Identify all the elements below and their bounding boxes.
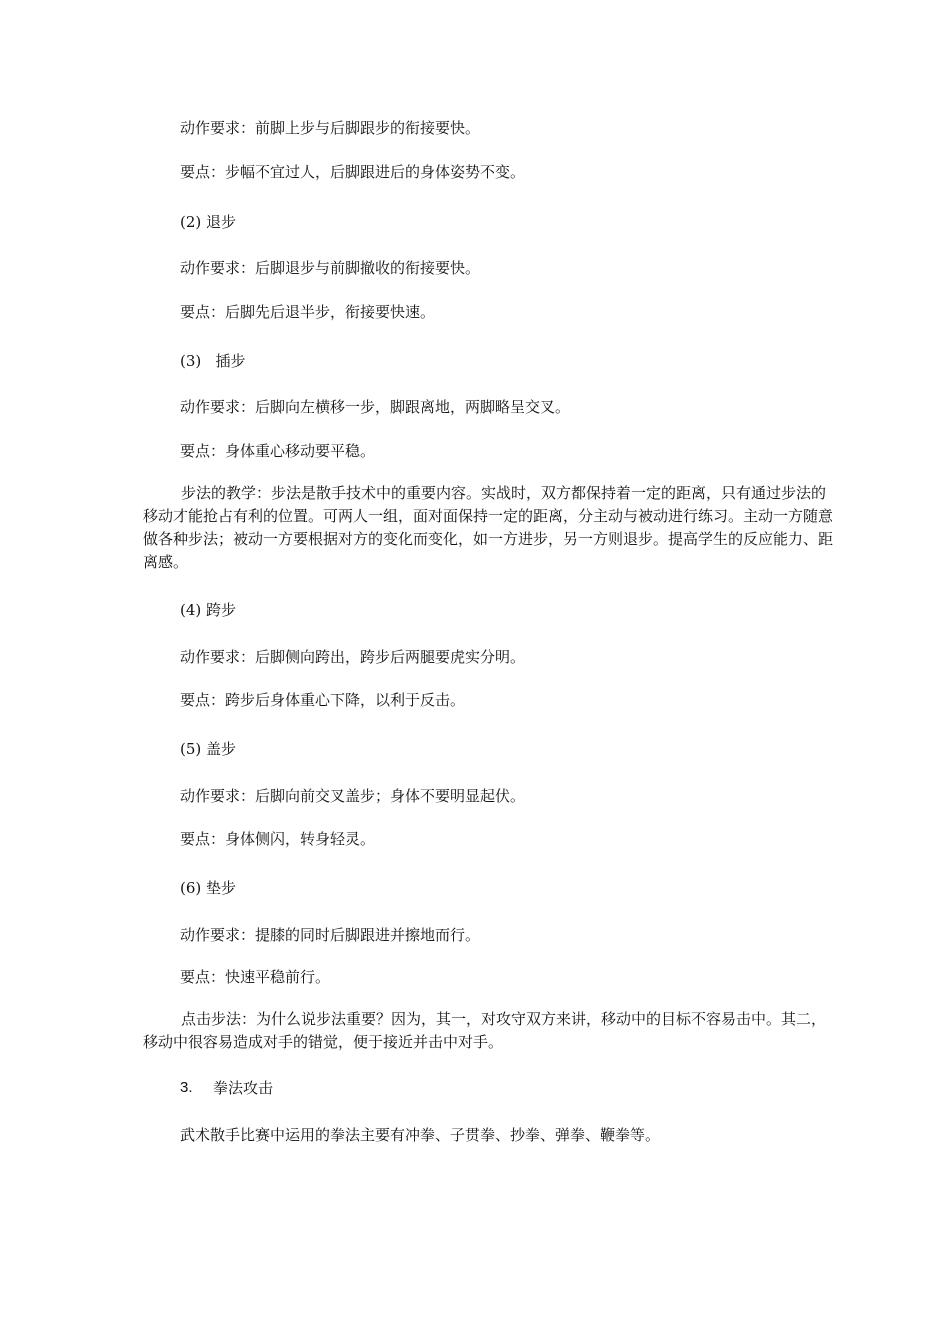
text-line: 动作要求：后脚退步与前脚撤收的衔接要快。 <box>180 259 481 277</box>
text-line: 要点：跨步后身体重心下降，以利于反击。 <box>180 691 466 709</box>
text-line: 动作要求：前脚上步与后脚跟步的衔接要快。 <box>180 119 481 137</box>
heading-step-cover: (5) 盖步 <box>180 740 237 758</box>
section-title: 拳法攻击 <box>213 1079 274 1097</box>
text-line: 动作要求：后脚向左横移一步，脚跟离地，两脚略呈交叉。 <box>180 398 571 416</box>
text-line: 动作要求：后脚向前交叉盖步；身体不要明显起伏。 <box>180 787 526 805</box>
text-line: 动作要求：后脚侧向跨出，跨步后两腿要虎实分明。 <box>180 648 526 666</box>
text-line: 要点：后脚先后退半步，衔接要快速。 <box>180 303 436 321</box>
text-line: 武术散手比赛中运用的拳法主要有冲拳、子贯拳、抄拳、弹拳、鞭拳等。 <box>180 1126 661 1144</box>
paragraph-step-importance: 点击步法：为什么说步法重要？因为，其一，对攻守双方来讲，移动中的目标不容易击中。其二，移动中很容易造成对手的错觉，便于接近并击中对手。 <box>143 1010 827 1051</box>
heading-step-stride: (4) 跨步 <box>180 601 237 619</box>
heading-step-pad: (6) 垫步 <box>180 879 237 897</box>
text-line: 要点：快速平稳前行。 <box>180 968 331 986</box>
text-line: 要点：身体侧闪，转身轻灵。 <box>180 830 376 848</box>
paragraph-step-teaching: 步法的教学：步法是散手技术中的重要内容。实战时，双方都保持着一定的距离，只有通过步法的移动才能抢占有利的位置。可两人一组，面对面保持一定的距离，分主动与被动进行练习。主动一方随意做各种步法；被动一方要根据对方的变化而变化，如一方进步，另一方则退步。提高学生的反应能力、距离感。 <box>143 484 834 571</box>
text-line: 要点：身体重心移动要平稳。 <box>180 442 376 460</box>
heading-step-insert: (3) 插步 <box>180 352 246 370</box>
text-line: 动作要求：提膝的同时后脚跟进并擦地而行。 <box>180 926 481 944</box>
text-line: 要点：步幅不宜过人，后脚跟进后的身体姿势不变。 <box>180 163 526 181</box>
section-number: 3. <box>180 1079 193 1096</box>
heading-step-retreat: (2) 退步 <box>180 213 237 231</box>
